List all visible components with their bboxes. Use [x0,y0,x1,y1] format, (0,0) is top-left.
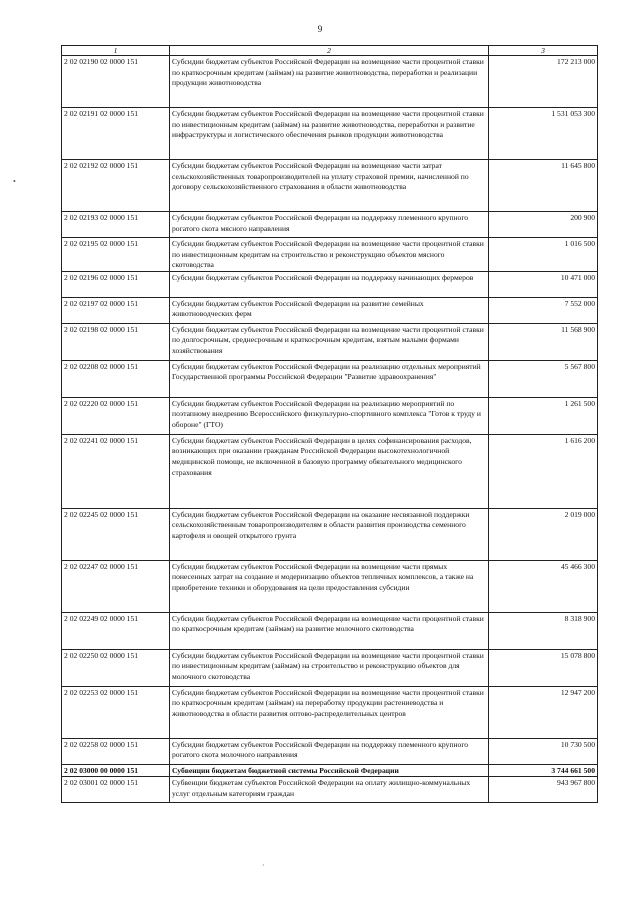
row-code-cell: 2 02 02198 02 0000 151 [62,323,170,360]
row-amount-cell: 3 744 661 500 [489,764,598,777]
row-name-cell: Субсидии бюджетам субъектов Российской Федерации на оказание несвязанной поддержки сельскохозяйственным товаропроизводителям в области развития производства семенного картофеля и овощей открытого грунта [170,508,489,560]
table-row [62,612,598,649]
table-row [62,297,598,323]
row-code-cell: 2 02 02241 02 0000 151 [62,434,170,508]
table-header-row [62,46,598,56]
row-name-cell: Субсидии бюджетам субъектов Российской Федерации на возмещение части процентной ставки по краткосрочным кредитам (займам) на развитие молочного скотоводства [170,612,489,649]
row-amount-cell: 1 531 053 300 [489,108,598,160]
row-amount-cell: 10 471 000 [489,271,598,297]
row-name-cell: Субвенции бюджетам субъектов Российской Федерации на оплату жилищно-коммунальных услуг отдельным категориям граждан [170,777,489,803]
header-col-code: 1 [62,46,170,56]
row-amount-cell: 1 261 500 [489,397,598,434]
row-name-cell: Субвенции бюджетам бюджетной системы Российской Федерации [170,764,489,777]
table-row [62,508,598,560]
header-col-amount: 3 [489,46,598,56]
table-row [62,323,598,360]
row-code-cell: 2 02 02208 02 0000 151 [62,360,170,397]
row-name-cell: Субсидии бюджетам субъектов Российской Федерации на реализацию отдельных мероприятий Государственной программы Российской Федерации "Развитие здравоохранения" [170,360,489,397]
table-row [62,160,598,212]
row-name-cell: Субсидии бюджетам субъектов Российской Федерации на возмещение части процентной ставки по краткосрочным кредитам (займам) на развитие животноводства, переработки и реализации продукции животноводства [170,56,489,108]
table-row [62,738,598,764]
table-row [62,271,598,297]
row-code-cell: 2 02 02196 02 0000 151 [62,271,170,297]
row-code-cell: 2 02 02253 02 0000 151 [62,686,170,738]
row-amount-cell: 8 318 900 [489,612,598,649]
table-row [62,360,598,397]
table-row [62,777,598,803]
row-amount-cell: 45 466 300 [489,560,598,612]
row-amount-cell: 11 568 900 [489,323,598,360]
row-name-cell: Субсидии бюджетам субъектов Российской Федерации на возмещение части процентной ставки по долгосрочным, среднесрочным и краткосрочным кредитам, взятым малыми формами хозяйствования [170,323,489,360]
row-name-cell: Субсидии бюджетам субъектов Российской Федерации на поддержку начинающих фермеров [170,271,489,297]
page-number: 9 [317,24,323,34]
row-code-cell: 2 02 02220 02 0000 151 [62,397,170,434]
row-name-cell: Субсидии бюджетам субъектов Российской Федерации на возмещение части процентной ставки по инвестиционным кредитам (займам) на развитие животноводства, переработки и развитие инфраструктуры и логистического обеспечения рынков продукции животноводства [170,108,489,160]
row-amount-cell: 2 019 000 [489,508,598,560]
row-code-cell: 2 02 02197 02 0000 151 [62,297,170,323]
row-amount-cell: 12 947 200 [489,686,598,738]
table-row [62,649,598,686]
row-code-cell: 2 02 02195 02 0000 151 [62,238,170,272]
row-name-cell: Субсидии бюджетам субъектов Российской Федерации на поддержку племенного крупного рогатого скота молочного направления [170,738,489,764]
row-code-cell: 2 02 02247 02 0000 151 [62,560,170,612]
row-code-cell: 2 02 02249 02 0000 151 [62,612,170,649]
scan-speck: · [262,861,265,870]
header-col-name: 2 [170,46,489,56]
row-code-cell: 2 02 03001 02 0000 151 [62,777,170,803]
row-amount-cell: 15 078 800 [489,649,598,686]
table-body [62,46,598,803]
row-code-cell: 2 02 02192 02 0000 151 [62,160,170,212]
table-row [62,56,598,108]
row-name-cell: Субсидии бюджетам субъектов Российской Федерации на реализацию мероприятий по поэтапному внедрению Всероссийского физкультурно-спортивного комплекса "Готов к труду и обороне" (ГТО) [170,397,489,434]
row-name-cell: Субсидии бюджетам субъектов Российской Федерации в целях софинансирования расходов, возникающих при оказании гражданам Российской Федерации высокотехнологичной медицинской помощи, не включенной в базовую программу обязательного медицинского страхования [170,434,489,508]
row-code-cell: 2 02 02245 02 0000 151 [62,508,170,560]
row-name-cell: Субсидии бюджетам субъектов Российской Федерации на возмещение части затрат сельскохозяйственных товаропроизводителей на уплату страховой премии, начисленной по договору сельскохозяйственного страхования в области животноводства [170,160,489,212]
table-row [62,434,598,508]
budget-table [61,45,598,803]
row-amount-cell: 7 552 000 [489,297,598,323]
table-row [62,108,598,160]
row-name-cell: Субсидии бюджетам субъектов Российской Федерации на возмещение части процентной ставки по инвестиционным кредитам на строительство и реконструкцию объектов мясного скотоводства [170,238,489,272]
row-code-cell: 2 02 02258 02 0000 151 [62,738,170,764]
table-row [62,397,598,434]
scan-speck: • [13,177,16,186]
row-amount-cell: 5 567 800 [489,360,598,397]
row-name-cell: Субсидии бюджетам субъектов Российской Федерации на возмещение части процентной ставки по краткосрочным кредитам (займам) на переработку продукции растениеводства и животноводства в области развития оптово-распределительных центров [170,686,489,738]
row-amount-cell: 943 967 800 [489,777,598,803]
row-amount-cell: 200 900 [489,212,598,238]
row-name-cell: Субсидии бюджетам субъектов Российской Федерации на возмещение части прямых понесенных затрат на создание и модернизацию объектов тепличных комплексов, а также на приобретение техники и оборудования на цели предоставления субсидии [170,560,489,612]
table-row [62,764,598,777]
row-amount-cell: 172 213 000 [489,56,598,108]
row-code-cell: 2 02 02191 02 0000 151 [62,108,170,160]
row-code-cell: 2 02 02190 02 0000 151 [62,56,170,108]
table-row [62,560,598,612]
row-code-cell: 2 02 02250 02 0000 151 [62,649,170,686]
row-name-cell: Субсидии бюджетам субъектов Российской Федерации на поддержку племенного крупного рогатого скота мясного направления [170,212,489,238]
table-row [62,238,598,272]
row-code-cell: 2 02 02193 02 0000 151 [62,212,170,238]
row-amount-cell: 1 016 500 [489,238,598,272]
row-amount-cell: 10 730 500 [489,738,598,764]
row-amount-cell: 11 645 800 [489,160,598,212]
row-name-cell: Субсидии бюджетам субъектов Российской Федерации на развитие семейных животноводческих ферм [170,297,489,323]
table-row [62,212,598,238]
row-amount-cell: 1 616 200 [489,434,598,508]
row-code-cell: 2 02 03000 00 0000 151 [62,764,170,777]
row-name-cell: Субсидии бюджетам субъектов Российской Федерации на возмещение части процентной ставки по инвестиционным кредитам (займам) на строительство и реконструкцию объектов для молочного скотоводства [170,649,489,686]
table-row [62,686,598,738]
